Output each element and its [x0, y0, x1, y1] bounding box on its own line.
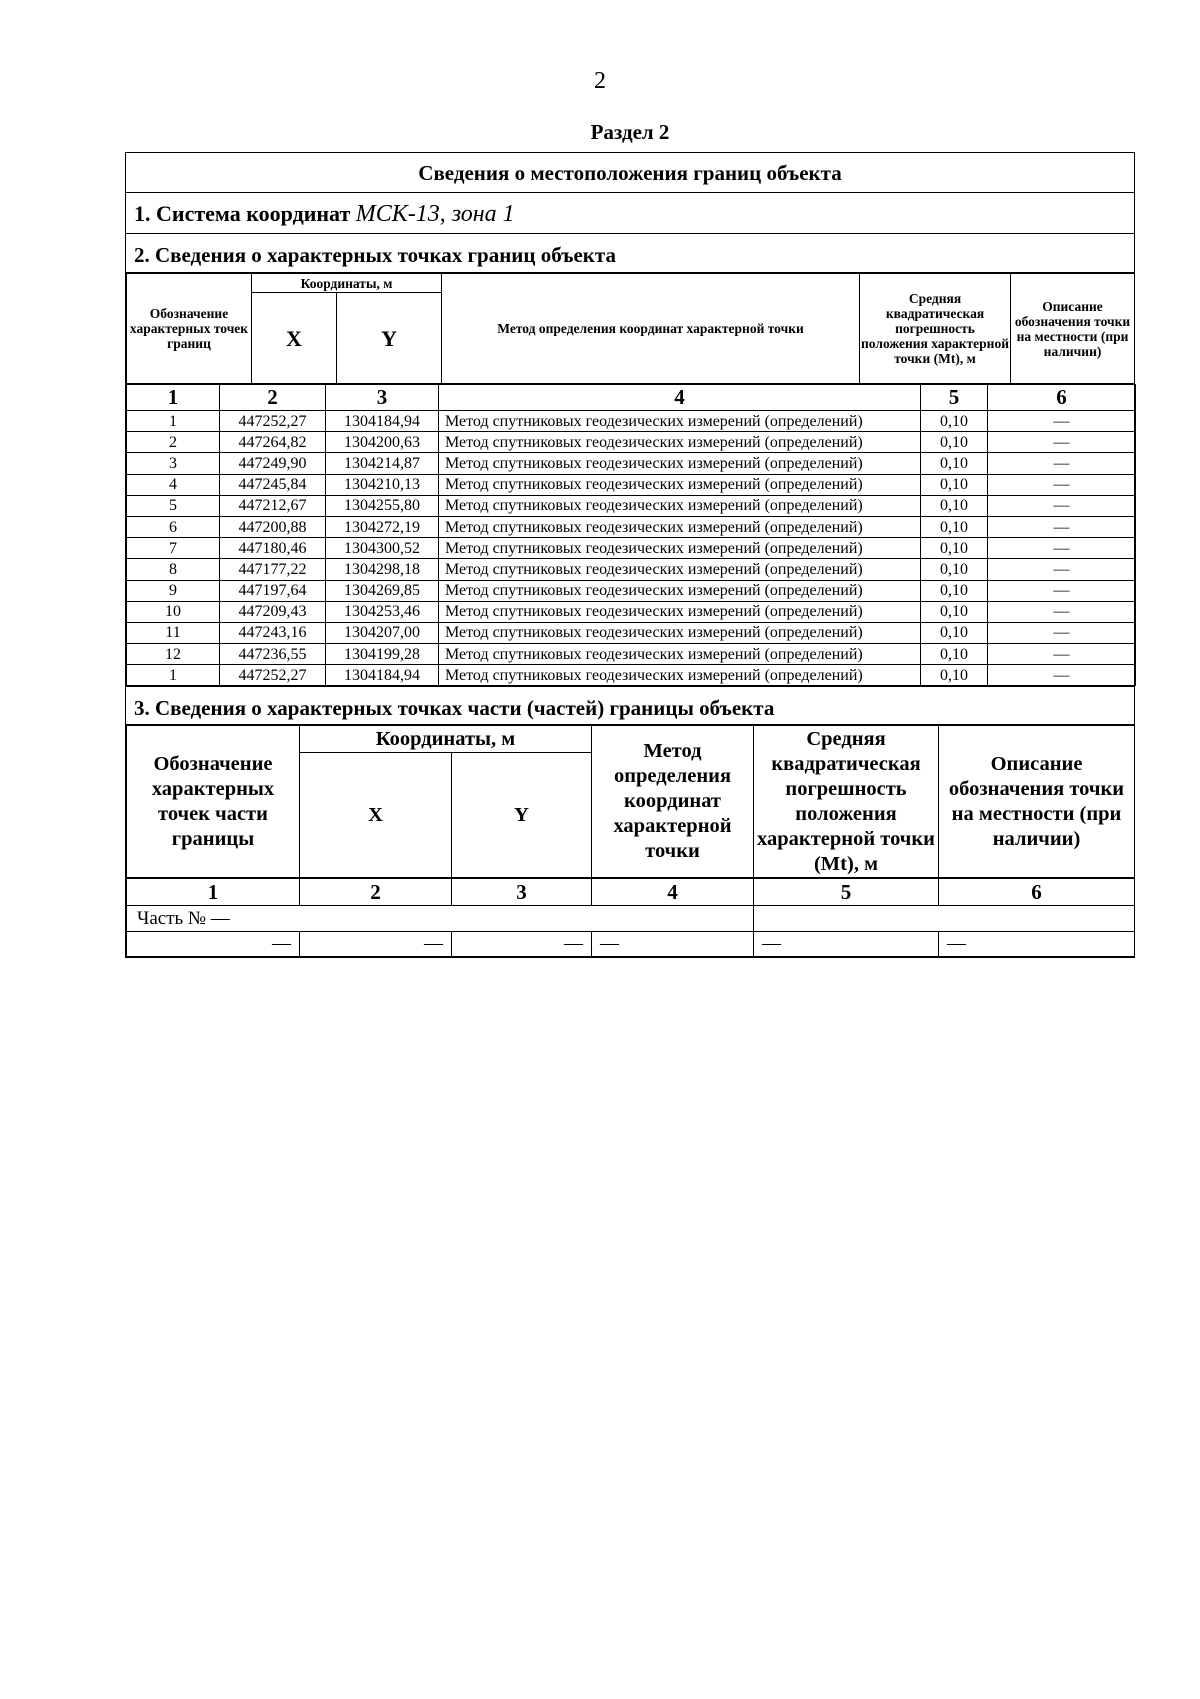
point-y: 1304199,28 — [326, 644, 439, 665]
parts-header-description: Описание обозначения точки на местности (при наличии) — [939, 726, 1135, 878]
point-method: Метод спутниковых геодезических измерений (определений) — [439, 411, 921, 432]
table-row — [127, 474, 1136, 495]
part-label-empty — [754, 906, 1135, 932]
coordinate-system-line — [126, 193, 1134, 234]
point-error: 0,10 — [921, 474, 988, 495]
point-x: 447252,27 — [220, 665, 326, 686]
point-method: Метод спутниковых геодезических измерений (определений) — [439, 580, 921, 601]
dash-cell: — — [939, 932, 1135, 957]
point-y: 1304184,94 — [326, 665, 439, 686]
point-description: — — [988, 453, 1136, 474]
points-section-title: 2. Сведения о характерных точках границ объекта — [126, 234, 1134, 273]
dash-cell: — — [127, 932, 300, 957]
point-x: 447264,82 — [220, 432, 326, 453]
col-number: 4 — [592, 879, 754, 906]
point-number: 12 — [127, 644, 220, 665]
point-description: — — [988, 665, 1136, 686]
point-x: 447197,64 — [220, 580, 326, 601]
point-y: 1304272,19 — [326, 516, 439, 537]
point-y: 1304300,52 — [326, 538, 439, 559]
point-method: Метод спутниковых геодезических измерений (определений) — [439, 622, 921, 643]
table-row — [127, 411, 1136, 432]
point-x: 447212,67 — [220, 495, 326, 516]
point-error: 0,10 — [921, 516, 988, 537]
col-number: 5 — [921, 385, 988, 411]
parts-section-title: 3. Сведения о характерных точках части (частей) границы объекта — [126, 686, 1134, 725]
point-number: 9 — [127, 580, 220, 601]
col-number: 6 — [988, 385, 1136, 411]
dash-cell: — — [754, 932, 939, 957]
table-row — [127, 644, 1136, 665]
point-description: — — [988, 432, 1136, 453]
col-number: 2 — [300, 879, 452, 906]
points-header-x: X — [252, 293, 337, 384]
point-method: Метод спутниковых геодезических измерений (определений) — [439, 644, 921, 665]
points-column-numbers — [127, 385, 1136, 411]
points-header-y: Y — [337, 293, 442, 384]
parts-header-x: X — [300, 753, 452, 878]
point-method: Метод спутниковых геодезических измерений (определений) — [439, 601, 921, 622]
table-row — [127, 665, 1136, 686]
point-error: 0,10 — [921, 432, 988, 453]
parts-header-error: Средняя квадратическая погрешность положения характерной точки (Mt), м — [754, 726, 939, 878]
table-row — [127, 559, 1136, 580]
point-error: 0,10 — [921, 665, 988, 686]
part-label: Часть № — — [127, 906, 754, 932]
point-description: — — [988, 538, 1136, 559]
point-description: — — [988, 580, 1136, 601]
parts-header-designation: Обозначение характерных точек части границы — [127, 726, 300, 878]
table-row — [127, 516, 1136, 537]
point-x: 447249,90 — [220, 453, 326, 474]
points-header-description: Описание обозначения точки на местности (при наличии) — [1011, 274, 1135, 384]
boundary-info-frame — [125, 152, 1135, 958]
point-method: Метод спутниковых геодезических измерений (определений) — [439, 665, 921, 686]
parts-header-coords: Координаты, м — [300, 726, 592, 753]
point-number: 7 — [127, 538, 220, 559]
point-description: — — [988, 622, 1136, 643]
point-description: — — [988, 601, 1136, 622]
point-number: 1 — [127, 665, 220, 686]
point-error: 0,10 — [921, 495, 988, 516]
parts-header-method: Метод определения координат характерной точки — [592, 726, 754, 878]
point-description: — — [988, 474, 1136, 495]
point-x: 447209,43 — [220, 601, 326, 622]
point-error: 0,10 — [921, 580, 988, 601]
point-x: 447236,55 — [220, 644, 326, 665]
page-number: 2 — [594, 68, 606, 94]
col-number: 4 — [439, 385, 921, 411]
point-x: 447245,84 — [220, 474, 326, 495]
part-row — [127, 906, 1135, 932]
col-number: 1 — [127, 385, 220, 411]
table-row — [127, 432, 1136, 453]
point-description: — — [988, 644, 1136, 665]
coordinate-system-label: 1. Система координат — [134, 201, 351, 226]
point-x: 447177,22 — [220, 559, 326, 580]
points-header-table — [126, 273, 1135, 384]
point-number: 1 — [127, 411, 220, 432]
points-table — [126, 384, 1136, 686]
point-y: 1304255,80 — [326, 495, 439, 516]
point-method: Метод спутниковых геодезических измерений (определений) — [439, 474, 921, 495]
point-y: 1304184,94 — [326, 411, 439, 432]
point-x: 447180,46 — [220, 538, 326, 559]
point-y: 1304210,13 — [326, 474, 439, 495]
col-number: 6 — [939, 879, 1135, 906]
coordinate-system-value: МСК-13, зона 1 — [355, 201, 515, 227]
table-row — [127, 622, 1136, 643]
point-number: 2 — [127, 432, 220, 453]
point-x: 447252,27 — [220, 411, 326, 432]
col-number: 2 — [220, 385, 326, 411]
point-error: 0,10 — [921, 601, 988, 622]
point-number: 11 — [127, 622, 220, 643]
points-header-designation: Обозначение характерных точек границ — [127, 274, 252, 384]
point-description: — — [988, 411, 1136, 432]
dash-cell: — — [592, 932, 754, 957]
point-description: — — [988, 516, 1136, 537]
point-number: 10 — [127, 601, 220, 622]
point-description: — — [988, 495, 1136, 516]
point-error: 0,10 — [921, 411, 988, 432]
table-row — [127, 538, 1136, 559]
point-y: 1304207,00 — [326, 622, 439, 643]
col-number: 3 — [452, 879, 592, 906]
point-error: 0,10 — [921, 559, 988, 580]
parts-body-table — [126, 878, 1135, 957]
col-number: 3 — [326, 385, 439, 411]
point-method: Метод спутниковых геодезических измерений (определений) — [439, 538, 921, 559]
point-error: 0,10 — [921, 644, 988, 665]
points-header-coords: Координаты, м — [252, 274, 442, 293]
points-header-error: Средняя квадратическая погрешность положения характерной точки (Mt), м — [860, 274, 1011, 384]
point-y: 1304298,18 — [326, 559, 439, 580]
point-number: 6 — [127, 516, 220, 537]
parts-column-numbers — [127, 879, 1135, 906]
point-error: 0,10 — [921, 453, 988, 474]
point-method: Метод спутниковых геодезических измерений (определений) — [439, 432, 921, 453]
point-y: 1304253,46 — [326, 601, 439, 622]
point-y: 1304269,85 — [326, 580, 439, 601]
col-number: 1 — [127, 879, 300, 906]
table-row — [127, 580, 1136, 601]
point-number: 3 — [127, 453, 220, 474]
parts-dash-row — [127, 932, 1135, 957]
col-number: 5 — [754, 879, 939, 906]
dash-cell: — — [300, 932, 452, 957]
table-row — [127, 453, 1136, 474]
point-number: 5 — [127, 495, 220, 516]
table-row — [127, 495, 1136, 516]
section-title: Раздел 2 — [590, 120, 670, 144]
point-y: 1304200,63 — [326, 432, 439, 453]
parts-header-y: Y — [452, 753, 592, 878]
point-number: 8 — [127, 559, 220, 580]
table-row — [127, 601, 1136, 622]
point-method: Метод спутниковых геодезических измерений (определений) — [439, 559, 921, 580]
point-x: 447200,88 — [220, 516, 326, 537]
point-method: Метод спутниковых геодезических измерений (определений) — [439, 495, 921, 516]
point-number: 4 — [127, 474, 220, 495]
point-method: Метод спутниковых геодезических измерений (определений) — [439, 516, 921, 537]
point-method: Метод спутниковых геодезических измерений (определений) — [439, 453, 921, 474]
point-x: 447243,16 — [220, 622, 326, 643]
point-y: 1304214,87 — [326, 453, 439, 474]
point-error: 0,10 — [921, 538, 988, 559]
point-description: — — [988, 559, 1136, 580]
parts-table — [126, 725, 1135, 878]
points-header-method: Метод определения координат характерной точки — [442, 274, 860, 384]
dash-cell: — — [452, 932, 592, 957]
main-title: Сведения о местоположения границ объекта — [126, 153, 1134, 193]
point-error: 0,10 — [921, 622, 988, 643]
